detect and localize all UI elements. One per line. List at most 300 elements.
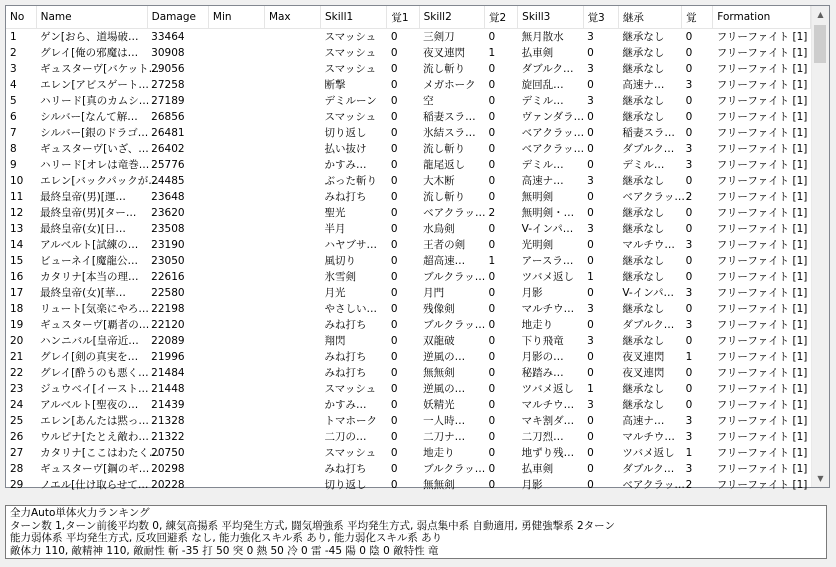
- table-row[interactable]: [6, 285, 811, 301]
- cell-kaku3: 0: [587, 143, 594, 155]
- cell-skill2: 氷結スラ…: [423, 127, 476, 139]
- cell-skill2: 無無剣: [423, 367, 455, 379]
- cell-inherit: 継承なし: [622, 383, 665, 395]
- column-header-kaku2[interactable]: 覚2: [484, 6, 517, 29]
- table-row[interactable]: [6, 93, 811, 109]
- scroll-up-icon[interactable]: ▲: [817, 10, 824, 19]
- cell-no: 27: [10, 447, 24, 459]
- cell-max: [264, 429, 320, 445]
- cell-skill2: 無無剣: [423, 479, 455, 491]
- cell-inherit: ベアクラッ…: [622, 191, 685, 203]
- cell-kaku1: 0: [390, 319, 398, 331]
- cell-kaku: 0: [685, 255, 693, 267]
- table-row[interactable]: [6, 77, 811, 93]
- cell-kaku2: 0: [488, 239, 496, 251]
- table-row[interactable]: [6, 413, 811, 429]
- cell-no: 15: [10, 255, 24, 267]
- cell-no: 20: [10, 335, 24, 347]
- cell-kaku: 0: [685, 367, 693, 379]
- cell-no: 3: [10, 63, 17, 75]
- cell-damage: 23508: [151, 223, 185, 235]
- cell-formation: フリーファイト [1]: [716, 431, 808, 443]
- cell-min: [208, 269, 264, 285]
- cell-kaku3: 3: [587, 175, 594, 187]
- scroll-down-icon[interactable]: ▼: [817, 474, 824, 483]
- cell-formation: フリーファイト [1]: [716, 111, 808, 123]
- vertical-scrollbar[interactable]: [811, 6, 829, 487]
- column-header-min[interactable]: Min: [208, 6, 264, 29]
- cell-inherit: 継承なし: [622, 335, 665, 347]
- cell-skill2: 大木断: [423, 175, 455, 187]
- cell-skill3: アースラ…: [521, 255, 574, 267]
- cell-kaku2: 0: [488, 63, 496, 75]
- cell-kaku1: 0: [390, 463, 398, 475]
- cell-kaku: 1: [685, 447, 693, 459]
- cell-min: [208, 365, 264, 381]
- column-header-formation[interactable]: Formation: [713, 6, 811, 29]
- cell-kaku1: 0: [390, 399, 398, 411]
- table-row[interactable]: [6, 109, 811, 125]
- cell-min: [208, 61, 264, 77]
- cell-no: 22: [10, 367, 24, 379]
- cell-damage: 26481: [151, 127, 185, 139]
- cell-kaku2: 1: [488, 47, 496, 59]
- grid-body: [6, 29, 811, 494]
- cell-skill3: 無明剣: [521, 191, 554, 203]
- scroll-thumb[interactable]: [814, 25, 826, 63]
- cell-inherit: マルチウ…: [622, 431, 675, 443]
- cell-max: [264, 61, 320, 77]
- cell-max: [264, 477, 320, 493]
- cell-kaku3: 0: [587, 79, 594, 91]
- cell-kaku3: 0: [587, 319, 594, 331]
- cell-skill2: 地走り: [423, 447, 455, 459]
- cell-kaku3: 0: [587, 47, 594, 59]
- cell-skill1: 払い抜け: [324, 143, 367, 155]
- cell-max: [264, 173, 320, 189]
- cell-no: 1: [10, 31, 17, 43]
- cell-kaku: 3: [685, 415, 693, 427]
- cell-no: 8: [10, 143, 17, 155]
- table-row[interactable]: [6, 445, 811, 461]
- cell-skill2: 超高速…: [423, 255, 466, 267]
- cell-no: 5: [10, 95, 17, 107]
- cell-damage: 22198: [151, 303, 185, 315]
- cell-skill3: 光明剣: [521, 239, 554, 251]
- cell-kaku: 0: [685, 303, 693, 315]
- cell-min: [208, 413, 264, 429]
- cell-inherit: 夜叉連閃: [622, 367, 665, 379]
- cell-kaku2: 0: [488, 447, 496, 459]
- cell-skill2: 三剣刀: [423, 31, 455, 43]
- cell-max: [264, 365, 320, 381]
- cell-inherit: 継承なし: [622, 399, 665, 411]
- cell-no: 23: [10, 383, 24, 395]
- summary-textbox[interactable]: [5, 505, 827, 559]
- cell-inherit: マルチウ…: [622, 239, 675, 251]
- cell-kaku2: 0: [488, 367, 496, 379]
- column-header-kaku[interactable]: 覚: [682, 6, 713, 29]
- cell-skill2: 稲妻スラ…: [423, 111, 476, 123]
- table-row[interactable]: [6, 29, 811, 46]
- cell-skill3: 月影: [521, 287, 543, 299]
- cell-kaku3: 3: [587, 399, 594, 411]
- cell-kaku2: 0: [488, 319, 496, 331]
- cell-skill1: 氷雪剣: [324, 271, 356, 283]
- cell-inherit: 稲妻スラ…: [622, 127, 675, 139]
- summary-line-title: 全力Auto単体火力ランキング: [10, 507, 150, 519]
- cell-skill2: 妖精光: [423, 399, 455, 411]
- cell-name: エレン[アビスゲート…: [40, 79, 149, 91]
- column-header-damage[interactable]: Damage: [147, 6, 208, 29]
- cell-max: [264, 301, 320, 317]
- cell-kaku1: 0: [390, 175, 398, 187]
- cell-damage: 21484: [151, 367, 185, 379]
- cell-damage: 21328: [151, 415, 185, 427]
- cell-min: [208, 381, 264, 397]
- cell-kaku1: 0: [390, 431, 398, 443]
- cell-name: グレイ[剣の真実を…: [40, 351, 139, 363]
- cell-kaku: 2: [685, 479, 693, 491]
- cell-name: エレン[バックパックが…: [40, 175, 159, 187]
- cell-no: 21: [10, 351, 24, 363]
- cell-no: 12: [10, 207, 24, 219]
- cell-kaku: 3: [685, 287, 693, 299]
- cell-kaku: 0: [685, 127, 693, 139]
- cell-name: アルベルト[試練の…: [40, 239, 139, 251]
- column-header-name[interactable]: Name: [36, 6, 147, 29]
- cell-kaku1: 0: [390, 479, 398, 491]
- cell-skill1: かすみ…: [324, 159, 367, 171]
- cell-formation: フリーファイト [1]: [716, 479, 808, 491]
- cell-kaku3: 0: [587, 255, 594, 267]
- table-row[interactable]: [6, 477, 811, 493]
- cell-kaku2: 0: [488, 127, 496, 139]
- cell-kaku2: 0: [488, 463, 496, 475]
- cell-damage: 23620: [151, 207, 185, 219]
- cell-kaku: 0: [685, 175, 693, 187]
- cell-skill3: デミル…: [521, 95, 564, 107]
- cell-skill1: 切り返し: [324, 479, 367, 491]
- cell-inherit: 継承なし: [622, 95, 665, 107]
- cell-skill2: 王者の剣: [423, 239, 466, 251]
- cell-inherit: 継承なし: [622, 63, 665, 75]
- cell-no: 16: [10, 271, 24, 283]
- header-row: [6, 6, 811, 29]
- cell-damage: 33464: [151, 31, 185, 43]
- column-header-max[interactable]: Max: [264, 6, 320, 29]
- cell-inherit: V-インパ…: [622, 287, 674, 299]
- table-row[interactable]: [6, 205, 811, 221]
- cell-kaku3: 3: [587, 303, 594, 315]
- cell-skill2: 空: [423, 95, 434, 107]
- table-row[interactable]: [6, 173, 811, 189]
- cell-skill3: ベアクラッ…: [521, 127, 585, 139]
- cell-min: [208, 141, 264, 157]
- cell-name: リュート[気楽にやろ…: [40, 303, 149, 315]
- cell-no: 11: [10, 191, 24, 203]
- cell-skill1: みね打ち: [324, 191, 367, 203]
- cell-skill3: 払車剣: [521, 463, 554, 475]
- cell-skill3: 秘踏み…: [521, 367, 564, 379]
- cell-max: [264, 157, 320, 173]
- column-header-skill2[interactable]: Skill2: [419, 6, 484, 29]
- cell-inherit: 継承なし: [622, 207, 665, 219]
- cell-skill1: みね打ち: [324, 351, 367, 363]
- cell-kaku3: 1: [587, 271, 594, 283]
- table-row[interactable]: [6, 157, 811, 173]
- cell-damage: 20298: [151, 463, 185, 475]
- cell-kaku3: 0: [587, 415, 594, 427]
- cell-kaku3: 1: [587, 383, 594, 395]
- cell-kaku2: 0: [488, 175, 496, 187]
- cell-skill2: 残像剣: [423, 303, 455, 315]
- cell-kaku2: 0: [488, 95, 496, 107]
- cell-max: [264, 333, 320, 349]
- cell-name: グレイ[酔うのも悪く…: [40, 367, 149, 379]
- cell-max: [264, 77, 320, 93]
- table-row[interactable]: [6, 461, 811, 477]
- cell-no: 6: [10, 111, 17, 123]
- cell-skill1: ぶった斬り: [324, 175, 377, 187]
- cell-kaku2: 0: [488, 415, 496, 427]
- cell-skill1: スマッシュ: [324, 447, 377, 459]
- table-row[interactable]: [6, 253, 811, 269]
- cell-no: 17: [10, 287, 24, 299]
- cell-damage: 20228: [151, 479, 185, 491]
- cell-name: ウルピナ[たとえ敵わ…: [40, 431, 149, 443]
- cell-kaku2: 0: [488, 31, 496, 43]
- cell-skill1: 聖光: [324, 207, 346, 219]
- cell-min: [208, 205, 264, 221]
- cell-kaku: 3: [685, 239, 693, 251]
- cell-damage: 26402: [151, 143, 185, 155]
- cell-formation: フリーファイト [1]: [716, 351, 808, 363]
- cell-max: [264, 269, 320, 285]
- cell-max: [264, 221, 320, 237]
- cell-skill3: 地ずり残…: [521, 447, 575, 459]
- cell-kaku2: 1: [488, 255, 496, 267]
- cell-kaku: 3: [685, 463, 693, 475]
- cell-formation: フリーファイト [1]: [716, 335, 808, 347]
- table-row[interactable]: [6, 189, 811, 205]
- table-row[interactable]: [6, 141, 811, 157]
- cell-skill1: デミルーン: [324, 95, 377, 107]
- cell-inherit: デミル…: [622, 159, 665, 171]
- cell-no: 10: [10, 175, 24, 187]
- table-row[interactable]: [6, 237, 811, 253]
- cell-kaku1: 0: [390, 143, 398, 155]
- cell-kaku3: 0: [587, 191, 594, 203]
- table-row[interactable]: [6, 301, 811, 317]
- cell-kaku3: 0: [587, 351, 594, 363]
- cell-formation: フリーファイト [1]: [716, 415, 808, 427]
- cell-max: [264, 445, 320, 461]
- cell-skill2: 夜叉連閃: [423, 47, 466, 59]
- cell-no: 24: [10, 399, 24, 411]
- cell-damage: 27189: [151, 95, 185, 107]
- cell-formation: フリーファイト [1]: [716, 239, 808, 251]
- column-header-inherit[interactable]: 継承: [618, 6, 681, 29]
- cell-inherit: 高速ナ…: [622, 415, 665, 427]
- cell-min: [208, 45, 264, 61]
- cell-skill2: 龍尾返し: [423, 159, 466, 171]
- cell-kaku1: 0: [390, 47, 398, 59]
- cell-skill3: 月影: [521, 479, 543, 491]
- cell-kaku: 0: [685, 31, 693, 43]
- column-header-no[interactable]: No: [6, 6, 36, 29]
- cell-skill1: 切り返し: [324, 127, 367, 139]
- cell-skill3: 月影の…: [521, 351, 564, 363]
- cell-kaku1: 0: [390, 95, 398, 107]
- cell-skill1: 翔閃: [324, 335, 346, 347]
- cell-name: ハリード[真のカムシ…: [40, 95, 150, 107]
- cell-no: 19: [10, 319, 24, 331]
- table-row[interactable]: [6, 61, 811, 77]
- table-row[interactable]: [6, 397, 811, 413]
- table-row[interactable]: [6, 381, 811, 397]
- table-row[interactable]: [6, 333, 811, 349]
- cell-min: [208, 93, 264, 109]
- cell-max: [264, 237, 320, 253]
- cell-skill1: みね打ち: [324, 367, 367, 379]
- cell-skill1: やさしい…: [324, 303, 377, 315]
- cell-no: 7: [10, 127, 17, 139]
- ranking-table: [6, 6, 811, 493]
- cell-skill2: ブルクラッ…: [423, 271, 486, 283]
- cell-formation: フリーファイト [1]: [716, 399, 808, 411]
- cell-formation: フリーファイト [1]: [716, 47, 808, 59]
- cell-max: [264, 125, 320, 141]
- cell-damage: 21439: [151, 399, 185, 411]
- cell-skill2: 流し斬り: [423, 63, 466, 75]
- cell-damage: 21448: [151, 383, 185, 395]
- cell-min: [208, 237, 264, 253]
- cell-kaku2: 0: [488, 223, 496, 235]
- cell-skill2: メガホーク: [423, 79, 476, 91]
- cell-skill3: 無月散水: [521, 31, 564, 43]
- cell-max: [264, 205, 320, 221]
- cell-min: [208, 461, 264, 477]
- cell-skill1: 半月: [324, 223, 346, 235]
- table-row[interactable]: [6, 317, 811, 333]
- cell-name: カタリナ[本当の理…: [40, 271, 139, 283]
- cell-kaku: 0: [685, 47, 693, 59]
- table-row[interactable]: [6, 45, 811, 61]
- cell-skill3: ベアクラッ…: [521, 143, 585, 155]
- cell-formation: フリーファイト [1]: [716, 255, 808, 267]
- cell-formation: フリーファイト [1]: [716, 223, 808, 235]
- cell-kaku1: 0: [390, 111, 398, 123]
- cell-kaku: 2: [685, 191, 693, 203]
- cell-kaku: 0: [685, 223, 693, 235]
- cell-kaku2: 0: [488, 399, 496, 411]
- cell-kaku2: 0: [488, 383, 496, 395]
- cell-damage: 30908: [151, 47, 185, 59]
- cell-skill1: 二刀の…: [324, 431, 367, 443]
- cell-kaku3: 3: [587, 31, 594, 43]
- cell-inherit: 継承なし: [622, 175, 665, 187]
- cell-formation: フリーファイト [1]: [716, 175, 808, 187]
- cell-kaku1: 0: [390, 255, 398, 267]
- cell-kaku1: 0: [390, 335, 398, 347]
- cell-kaku: 0: [685, 95, 693, 107]
- cell-name: ハンニバル[皇帝近…: [40, 335, 139, 347]
- cell-inherit: ツバメ返し: [622, 447, 675, 459]
- cell-formation: フリーファイト [1]: [716, 63, 808, 75]
- cell-kaku3: 3: [587, 335, 594, 347]
- cell-kaku: 3: [685, 159, 693, 171]
- cell-skill1: みね打ち: [324, 463, 367, 475]
- cell-damage: 20750: [151, 447, 185, 459]
- cell-name: 最終皇帝(男)[運…: [40, 191, 126, 203]
- cell-kaku: 3: [685, 143, 693, 155]
- cell-formation: フリーファイト [1]: [716, 31, 808, 43]
- cell-skill3: 高速ナ…: [521, 175, 564, 187]
- cell-formation: フリーファイト [1]: [716, 95, 808, 107]
- cell-inherit: ベアクラッ…: [622, 479, 685, 491]
- table-row[interactable]: [6, 269, 811, 285]
- column-header-skill3[interactable]: Skill3: [518, 6, 583, 29]
- cell-formation: フリーファイト [1]: [716, 79, 808, 91]
- table-row[interactable]: [6, 349, 811, 365]
- cell-min: [208, 397, 264, 413]
- cell-kaku1: 0: [390, 207, 398, 219]
- cell-max: [264, 285, 320, 301]
- table-row[interactable]: [6, 365, 811, 381]
- cell-skill2: 流し斬り: [423, 191, 466, 203]
- cell-kaku1: 0: [390, 127, 398, 139]
- cell-skill3: マルチウ…: [521, 303, 575, 315]
- cell-skill1: 断撃: [324, 79, 346, 91]
- cell-kaku3: 0: [587, 159, 594, 171]
- cell-name: アルベルト[聖夜の…: [40, 399, 139, 411]
- cell-damage: 23648: [151, 191, 185, 203]
- cell-skill1: 月光: [324, 287, 346, 299]
- cell-min: [208, 77, 264, 93]
- cell-kaku2: 0: [488, 351, 496, 363]
- cell-damage: 21996: [151, 351, 185, 363]
- cell-kaku2: 0: [488, 79, 496, 91]
- cell-skill3: 下り飛竜: [521, 335, 564, 347]
- table-row[interactable]: [6, 221, 811, 237]
- cell-kaku1: 0: [390, 415, 398, 427]
- cell-skill3: ツバメ返し: [521, 271, 574, 283]
- cell-max: [264, 93, 320, 109]
- cell-formation: フリーファイト [1]: [716, 191, 808, 203]
- cell-skill2: 流し斬り: [423, 143, 466, 155]
- column-header-skill1[interactable]: Skill1: [320, 6, 386, 29]
- cell-damage: 22580: [151, 287, 185, 299]
- cell-max: [264, 381, 320, 397]
- cell-min: [208, 157, 264, 173]
- cell-kaku3: 3: [587, 95, 594, 107]
- cell-kaku: 0: [685, 63, 693, 75]
- table-row[interactable]: [6, 125, 811, 141]
- table-row[interactable]: [6, 429, 811, 445]
- cell-min: [208, 445, 264, 461]
- cell-kaku: 1: [685, 351, 693, 363]
- cell-damage: 26856: [151, 111, 185, 123]
- cell-kaku2: 0: [488, 111, 496, 123]
- ranking-grid[interactable]: [5, 5, 830, 491]
- cell-no: 2: [10, 47, 17, 59]
- column-header-kaku1[interactable]: 覚1: [387, 6, 419, 29]
- cell-formation: フリーファイト [1]: [716, 303, 808, 315]
- cell-min: [208, 429, 264, 445]
- column-header-kaku3[interactable]: 覚3: [583, 6, 618, 29]
- cell-kaku3: 0: [587, 431, 594, 443]
